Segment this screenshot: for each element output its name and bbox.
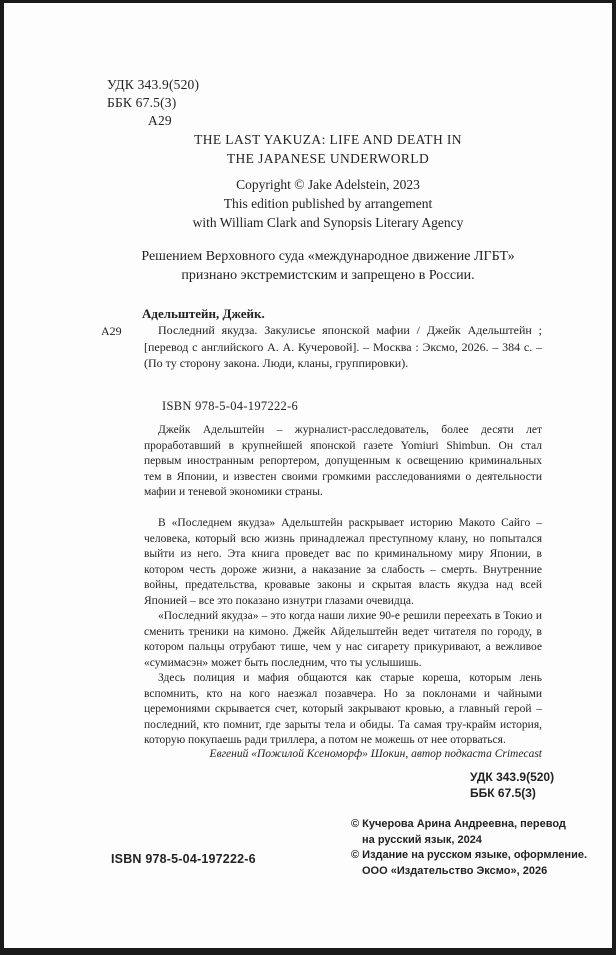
isbn-bottom: ISBN 978-5-04-197222-6 [111, 852, 256, 866]
udk-code: УДК 343.9(520) [107, 77, 200, 92]
review-attribution: Евгений «Пожилой Ксеноморф» Шокин, автор подкаста Crimecast [209, 748, 542, 760]
copyright-credits [351, 817, 587, 879]
bib-isbn: ISBN 978-5-04-197222-6 [162, 399, 299, 413]
legal-notice-line-2: признано экстремистским и запрещено в России. [181, 267, 475, 283]
review-paragraph: Здесь полиция и мафия общаются как старые кореша, которым лень вспомнить, кто на кого наезжал позавчера. Но за поклонами и чайными церемониями скрывается счет, который закрывают кровью, а главный герой – последний, кто помнит, где зарыты тела и обиды. Та самая тру-крайм история, которую покупаешь ради триллера, а потом не можешь от нее оторваться. [144, 672, 542, 747]
credit-translator-line-2: на русский язык, 2024 [362, 833, 482, 846]
original-title-line-2: THE JAPANESE UNDERWORLD [226, 150, 430, 166]
credit-publisher-line-1: © Издание на русском языке, оформление. [351, 849, 588, 861]
bbk-code: ББК 67.5(3) [107, 95, 177, 110]
bib-description: Последний якудза. Закулисье японской мафии / Джейк Адельштейн ; [перевод с английского А. А. Кучеровой]. – Москва : Эксмо, 2026. – 384 с. – (По ту сторону закона. Люди, кланы, группировки). [144, 323, 542, 370]
credit-publisher-line-2: ООО «Издательство Эксмо», 2026 [362, 864, 548, 877]
annotation-paragraph: Джейк Адельштейн – журналист-расследователь, более десяти лет проработавший в крупнейшей японской газете Yomiuri Shimbun. Он стал первым иностранным репортером, допущенным к освещению криминальных тем в Японии, и известен своими громкими расследованиями о деятельности мафии и теневой экономики страны. [144, 424, 542, 499]
edition-copyright [104, 175, 552, 232]
original-title [104, 131, 552, 168]
udk-code-bottom: УДК 343.9(520) [470, 770, 555, 784]
bib-author-heading: Адельштейн, Джейк. [142, 306, 265, 321]
annotation-paragraph: В «Последнем якудза» Адельштейн раскрывает историю Макото Сайго – человека, который всю жизнь принадлежал преступному клану, но попытался выйти из него. Эта книга проведет вас по криминальному миру Японии, в котором честь дороже жизни, а наказание за слабость – смерть. Внутренние войны, предательства, кровавые законы и скрытая власть якудза над всей Японией – все это показано изнутри глазами очевидца. [144, 517, 542, 607]
legal-notice-line-1: Решением Верховного суда «международное движение ЛГБТ» [141, 249, 515, 264]
agency-line: with William Clark and Synopsis Literary Agency [192, 215, 464, 230]
original-title-line-1: THE LAST YAKUZA: LIFE AND DEATH IN [194, 132, 462, 147]
edition-line: This edition published by arrangement [223, 196, 433, 211]
classification-block [107, 76, 199, 130]
bib-record [101, 322, 542, 372]
copyright-line: Copyright © Jake Adelstein, 2023 [236, 177, 420, 192]
bib-author-sign: А29 [101, 324, 122, 338]
classification-block-bottom [470, 769, 554, 801]
legal-notice [104, 248, 552, 285]
bbk-code-bottom: ББК 67.5(3) [470, 786, 536, 800]
review-paragraph: «Последний якудза» – это когда наши лихие 90-е решили переехать в Токио и сменить треники на кимоно. Джейк Айдельштейн ведет читателя по городу, в котором пальцы отрубают тише, чем у нас сигарету прикуривают, а вежливое «сумимасэн» может быть последним, что ты услышишь. [144, 610, 542, 669]
author-sign: А29 [148, 113, 172, 128]
credit-translator-line-1: © Кучерова Арина Андреевна, перевод [351, 818, 566, 830]
